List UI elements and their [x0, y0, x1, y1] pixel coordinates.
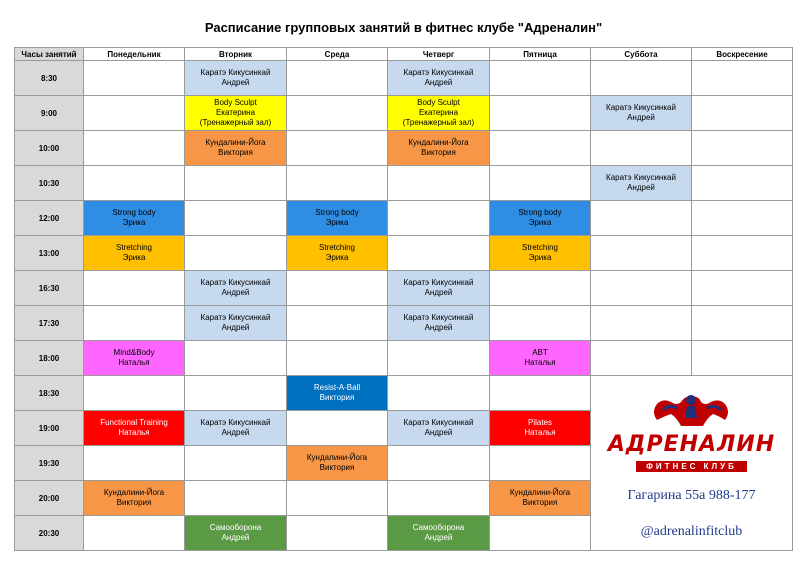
trainer-name: Андрей: [221, 288, 250, 297]
class-name: Body Sculpt: [214, 98, 257, 107]
empty-cell: [185, 236, 287, 271]
table-row: [15, 166, 793, 201]
empty-cell: [84, 516, 185, 551]
class-cell: [185, 306, 287, 341]
day-header-thu: Четверг: [388, 48, 490, 61]
empty-cell: [692, 236, 793, 271]
class-cell: [388, 516, 490, 551]
class-name: Stretching: [115, 243, 153, 252]
day-header-fri: Пятница: [490, 48, 591, 61]
empty-cell: [185, 201, 287, 236]
empty-cell: [84, 131, 185, 166]
class-name: Stretching: [521, 243, 559, 252]
class-name: Каратэ Кикусинкай: [200, 68, 271, 77]
table-row: [15, 61, 793, 96]
class-cell: [591, 166, 692, 201]
trainer-name: Виктория: [522, 498, 558, 507]
trainer-name: Андрей: [424, 288, 453, 297]
empty-cell: [84, 306, 185, 341]
trainer-name: Эрика: [325, 253, 349, 262]
empty-cell: [287, 61, 388, 96]
class-name: Кундалини-Йога: [103, 488, 165, 497]
empty-cell: [287, 411, 388, 446]
class-cell: [388, 271, 490, 306]
class-location: (Тренажерный зал): [402, 118, 475, 127]
time-cell: 9:00: [15, 96, 84, 131]
class-cell: [287, 236, 388, 271]
class-name: Самооборона: [209, 523, 262, 532]
time-cell: 18:30: [15, 376, 84, 411]
trainer-name: Наталья: [118, 358, 150, 367]
table-row: [15, 236, 793, 271]
trainer-name: Андрей: [627, 113, 655, 122]
empty-cell: [490, 96, 591, 131]
empty-cell: [692, 201, 793, 236]
empty-cell: [692, 166, 793, 201]
class-cell: [490, 481, 591, 516]
class-name: Каратэ Кикусинкай: [403, 278, 474, 287]
empty-cell: [84, 166, 185, 201]
empty-cell: [287, 516, 388, 551]
empty-cell: [692, 96, 793, 131]
class-name: Resist-A-Ball: [313, 383, 361, 392]
class-cell: [388, 61, 490, 96]
class-name: Самооборона: [412, 523, 465, 532]
class-name: Кундалини-Йога: [509, 488, 571, 497]
time-cell: 10:30: [15, 166, 84, 201]
table-row: [15, 341, 793, 376]
empty-cell: [490, 131, 591, 166]
trainer-name: Андрей: [424, 323, 453, 332]
class-cell: [490, 236, 591, 271]
table-row: [15, 271, 793, 306]
trainer-name: Андрей: [627, 183, 655, 192]
empty-cell: [287, 96, 388, 131]
empty-cell: [490, 446, 591, 481]
empty-cell: [692, 341, 793, 376]
empty-cell: [388, 166, 490, 201]
class-name: Каратэ Кикусинкай: [200, 278, 271, 287]
time-cell: 18:00: [15, 341, 84, 376]
empty-cell: [591, 61, 692, 96]
time-cell: 20:00: [15, 481, 84, 516]
class-name: Каратэ Кикусинкай: [606, 103, 676, 112]
empty-cell: [692, 131, 793, 166]
empty-cell: [287, 271, 388, 306]
empty-cell: [490, 271, 591, 306]
empty-cell: [84, 376, 185, 411]
class-cell: [287, 446, 388, 481]
time-column-header: Часы занятий: [15, 48, 84, 61]
class-cell: [287, 201, 388, 236]
trainer-name: Эрика: [325, 218, 349, 227]
class-cell: [388, 96, 490, 131]
table-row: [15, 131, 793, 166]
page-title: Расписание групповых занятий в фитнес клубе "Адреналин": [204, 20, 603, 35]
class-cell: [185, 61, 287, 96]
empty-cell: [287, 131, 388, 166]
trainer-name: Виктория: [116, 498, 152, 507]
class-cell: [84, 411, 185, 446]
empty-cell: [388, 481, 490, 516]
class-name: Functional Training: [100, 418, 168, 427]
empty-cell: [185, 481, 287, 516]
class-name: Pilates: [527, 418, 552, 427]
time-cell: 13:00: [15, 236, 84, 271]
empty-cell: [490, 61, 591, 96]
trainer-name: Виктория: [319, 393, 355, 402]
empty-cell: [84, 61, 185, 96]
time-cell: 10:00: [15, 131, 84, 166]
time-cell: 12:00: [15, 201, 84, 236]
empty-cell: [388, 446, 490, 481]
empty-cell: [591, 201, 692, 236]
header-row: [15, 48, 793, 61]
time-cell: 19:00: [15, 411, 84, 446]
day-header-tue: Вторник: [185, 48, 287, 61]
trainer-name: Наталья: [524, 428, 556, 437]
class-cell: [388, 411, 490, 446]
day-header-sun: Воскресение: [692, 48, 793, 61]
class-name: Body Sculpt: [417, 98, 460, 107]
class-name: Strong body: [518, 208, 562, 217]
table-row: [15, 376, 793, 411]
empty-cell: [591, 306, 692, 341]
class-cell: [490, 341, 591, 376]
class-name: Stretching: [318, 243, 356, 252]
trainer-name: Эрика: [528, 218, 552, 227]
brand-panel: [591, 376, 793, 551]
class-cell: [490, 411, 591, 446]
class-cell: [490, 201, 591, 236]
class-cell: [185, 96, 287, 131]
empty-cell: [84, 96, 185, 131]
empty-cell: [490, 516, 591, 551]
trainer-name: Наталья: [118, 428, 150, 437]
schedule-table: [14, 47, 793, 551]
class-cell: [185, 131, 287, 166]
class-name: Каратэ Кикусинкай: [200, 313, 271, 322]
bodybuilder-icon: [647, 390, 737, 434]
empty-cell: [185, 446, 287, 481]
empty-cell: [692, 306, 793, 341]
brand-name: АДРЕНАЛИН: [607, 432, 776, 457]
class-cell: [84, 236, 185, 271]
empty-cell: [490, 376, 591, 411]
class-cell: [84, 201, 185, 236]
empty-cell: [84, 446, 185, 481]
class-cell: [185, 271, 287, 306]
trainer-name: Екатерина: [215, 108, 256, 117]
class-name: Каратэ Кикусинкай: [403, 418, 474, 427]
empty-cell: [591, 131, 692, 166]
trainer-name: Эрика: [122, 253, 146, 262]
table-row: [15, 306, 793, 341]
trainer-name: Виктория: [218, 148, 253, 157]
class-name: Каратэ Кикусинкай: [200, 418, 271, 427]
day-header-sat: Суббота: [591, 48, 692, 61]
time-cell: 17:30: [15, 306, 84, 341]
trainer-name: Андрей: [221, 533, 250, 542]
class-name: Кундалини-Йога: [408, 138, 469, 147]
class-cell: [84, 481, 185, 516]
trainer-name: Эрика: [528, 253, 552, 262]
class-cell: [185, 411, 287, 446]
time-cell: 16:30: [15, 271, 84, 306]
class-name: Каратэ Кикусинкай: [606, 173, 676, 182]
empty-cell: [388, 376, 490, 411]
trainer-name: Наталья: [524, 358, 556, 367]
trainer-name: Екатерина: [418, 108, 459, 117]
empty-cell: [287, 341, 388, 376]
trainer-name: Андрей: [424, 428, 453, 437]
trainer-name: Виктория: [421, 148, 456, 157]
empty-cell: [591, 341, 692, 376]
trainer-name: Андрей: [424, 78, 453, 87]
empty-cell: [388, 236, 490, 271]
class-name: Strong body: [315, 208, 359, 217]
empty-cell: [185, 376, 287, 411]
empty-cell: [287, 166, 388, 201]
class-cell: [287, 376, 388, 411]
class-name: Strong body: [112, 208, 156, 217]
empty-cell: [388, 341, 490, 376]
empty-cell: [84, 271, 185, 306]
class-name: Кундалини-Йога: [306, 453, 368, 462]
empty-cell: [490, 166, 591, 201]
trainer-name: Эрика: [122, 218, 146, 227]
empty-cell: [692, 271, 793, 306]
address-phone: Гагарина 55а 988-177: [627, 488, 756, 503]
day-header-wed: Среда: [287, 48, 388, 61]
empty-cell: [388, 201, 490, 236]
day-header-mon: Понедельник: [84, 48, 185, 61]
class-name: ABT: [532, 348, 548, 357]
class-name: Каратэ Кикусинкай: [403, 313, 474, 322]
table-row: [15, 201, 793, 236]
empty-cell: [692, 61, 793, 96]
table-row: [15, 96, 793, 131]
empty-cell: [591, 271, 692, 306]
class-cell: [388, 131, 490, 166]
class-name: Каратэ Кикусинкай: [403, 68, 474, 77]
class-location: (Тренажерный зал): [199, 118, 272, 127]
trainer-name: Андрей: [424, 533, 453, 542]
class-cell: [185, 516, 287, 551]
class-cell: [591, 96, 692, 131]
empty-cell: [490, 306, 591, 341]
empty-cell: [287, 306, 388, 341]
empty-cell: [185, 166, 287, 201]
class-name: Кундалини-Йога: [205, 138, 266, 147]
empty-cell: [591, 236, 692, 271]
trainer-name: Андрей: [221, 428, 250, 437]
empty-cell: [287, 481, 388, 516]
class-name: Mind&Body: [113, 348, 155, 357]
trainer-name: Андрей: [221, 323, 250, 332]
brand-subtitle: ФИТНЕС КЛУБ: [636, 461, 747, 472]
instagram-handle: @adrenalinfitclub: [640, 524, 743, 539]
class-cell: [388, 306, 490, 341]
time-cell: 20:30: [15, 516, 84, 551]
trainer-name: Виктория: [319, 463, 355, 472]
trainer-name: Андрей: [221, 78, 250, 87]
time-cell: 19:30: [15, 446, 84, 481]
class-cell: [84, 341, 185, 376]
time-cell: 8:30: [15, 61, 84, 96]
empty-cell: [185, 341, 287, 376]
